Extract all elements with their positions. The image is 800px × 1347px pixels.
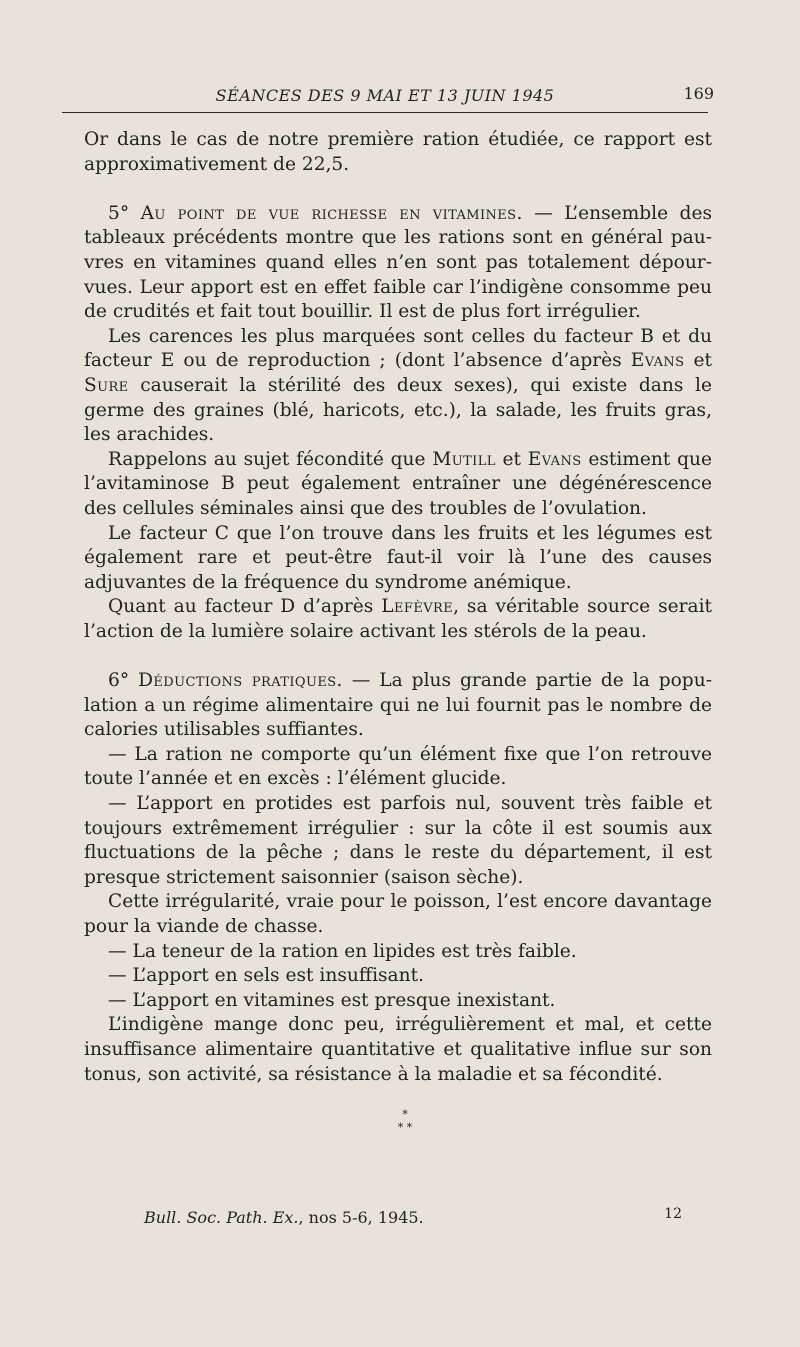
text-fragment: Rappelons au sujet fécondité que: [108, 448, 433, 470]
fertility-paragraph: [84, 448, 712, 522]
signature-mark: 12: [664, 1206, 682, 1222]
conclusion-paragraph: L’indigène mange donc peu, irrégulièrement et mal, et cette insuffisance alimentaire quantitative et qualitative influe sur son tonus, son activité, sa résistance à la maladie et sa fécondité.: [84, 1014, 712, 1085]
journal-issue: , nos 5-6, 1945.: [298, 1208, 424, 1227]
author-name: Evans: [527, 448, 582, 470]
running-title: SÉANCES DES 9 MAI ET 13 JUIN 1945: [215, 86, 555, 105]
page-number: 169: [683, 84, 714, 103]
vitamin-deficiency-paragraph: [84, 325, 712, 448]
section-6-heading: Déductions pratiques.: [138, 670, 343, 692]
author-name: Sure: [84, 374, 129, 396]
section-5-text: — L’ensemble des tableaux précédents montre que les rations sont en général pauvres en vitamines quand elles n’en sont pas totalement dépourvues. Leur apport est en effet faible car l’indigène consomme peu de crudités et fait tout bouillir. Il est de plus fort irrégulier.: [84, 202, 712, 323]
footer-citation: [144, 1208, 424, 1227]
lipides-paragraph: — La teneur de la ration en lipides est très faible.: [108, 940, 577, 962]
text-fragment: Les carences les plus marquées sont celles du facteur B et du facteur E ou de reproduction ; (dont l’absence d’après: [84, 325, 712, 372]
asterism-separator: [340, 1108, 470, 1134]
glucide-paragraph: — La ration ne comporte qu’un élément fixe que l’on retrouve toute l’année et en excès : l’élément glucide.: [84, 743, 712, 790]
asterism-bottom: * *: [397, 1121, 413, 1134]
salts-paragraph: — L’apport en sels est insuffisant.: [108, 965, 425, 987]
section-6-number: 6°: [108, 670, 130, 692]
vitamins-paragraph: — L’apport en vitamines est presque inexistant.: [108, 989, 556, 1011]
intro-paragraph: Or dans le cas de notre première ration étudiée, ce rapport est approximativement de 22,5.: [84, 129, 712, 175]
text-fragment: , sa véritable source serait l’action de la lumière solaire activant les stérols de la peau.: [84, 596, 713, 642]
section-5-number: 5°: [108, 202, 130, 224]
section-6-text: — La plus grande partie de la population a un régime alimentaire qui ne lui fournit pas le nombre de calories utilisables suffiantes.: [84, 670, 712, 741]
page-footer: [144, 1208, 682, 1227]
author-name: Mutill: [432, 448, 496, 470]
author-name: Evans: [630, 350, 685, 372]
section-spacer: [84, 177, 712, 202]
section-5-heading: Au point de vue richesse en vitamines.: [140, 202, 523, 224]
text-fragment: Quant au facteur D d’après: [108, 596, 382, 618]
text-fragment: et: [684, 350, 713, 372]
body-text: [84, 128, 712, 1087]
factor-c-paragraph: Le facteur C que l’on trouve dans les fruits et les légumes est également rare et peut-être faut-il voir là l’une des causes adjuvantes de la fréquence du syndrome anémique.: [84, 522, 712, 593]
author-name: Lefèvre: [381, 596, 454, 618]
section-spacer: [84, 644, 712, 669]
running-header: [62, 82, 714, 113]
irregularity-paragraph: Cette irrégularité, vraie pour le poisson, l’est encore davantage pour la viande de chasse.: [84, 891, 712, 937]
text-fragment: causerait la stérilité des deux sexes), qui existe dans le germe des graines (blé, haricots, etc.), la salade, les fruits gras, les arachides.: [84, 374, 712, 446]
text-fragment: et: [495, 448, 528, 470]
journal-name: Bull. Soc. Path. Ex.: [144, 1208, 299, 1227]
text-fragment: estiment que l’avitaminose B peut également entraîner une dégénérescence des cellules séminales ainsi que des troubles de l’ovulation.: [84, 448, 713, 519]
section-5-paragraph: [84, 202, 712, 325]
asterism-top: *: [402, 1108, 408, 1121]
factor-d-paragraph: [84, 595, 712, 644]
section-6-paragraph: [84, 669, 712, 743]
protides-paragraph: — L’apport en protides est parfois nul, souvent très faible et toujours extrêmement irrégulier : sur la côte il est soumis aux fluctuations de la pêche ; dans le reste du département, il est presque strictement saisonnier (saison sèche).: [84, 793, 712, 888]
